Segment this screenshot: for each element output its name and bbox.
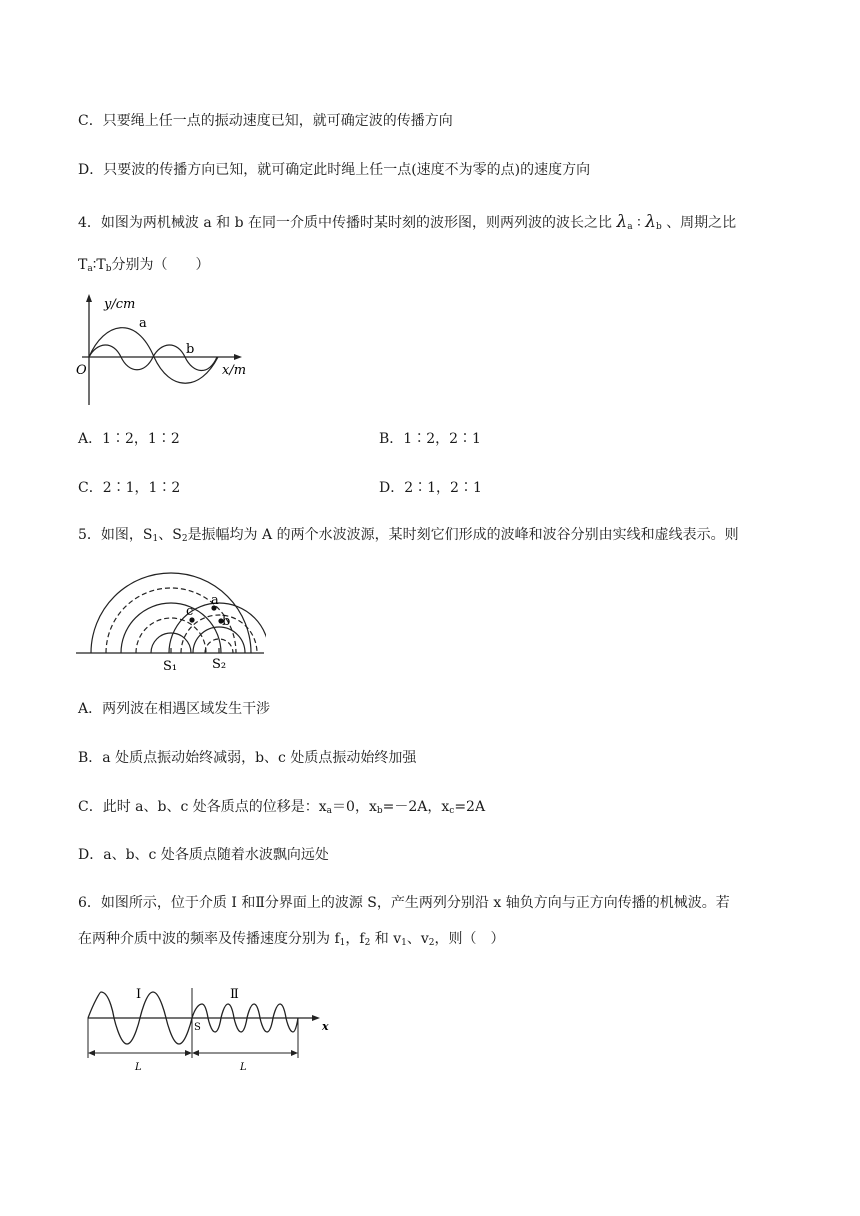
q4-stem-text-end: 、周期之比 xyxy=(666,215,737,231)
q5-stem-post: 是振幅均为 A 的两个水波波源，某时刻它们形成的波峰和波谷分别由实线和虚线表示。则 xyxy=(187,527,739,543)
q4-option-a: A．1∶2，1∶2 xyxy=(78,431,180,447)
s1-sub: 1 xyxy=(152,534,159,544)
q4-option-d: D．2∶1，2∶1 xyxy=(379,480,482,496)
length-2-label: L xyxy=(240,1062,247,1073)
lambda-b-sub: b xyxy=(655,222,662,232)
xa-sub: a xyxy=(326,806,333,816)
period-a-sub: a xyxy=(87,264,93,274)
q5-stem xyxy=(78,525,739,549)
q5-option-d: D．a、b、c 处各质点随着水波飘向远处 xyxy=(78,847,329,863)
q4-stem-line1 xyxy=(78,212,736,237)
source-s2-label: S₂ xyxy=(212,657,227,672)
q5-optc-mid2: =－2A，x xyxy=(382,799,450,815)
period-b-sub: b xyxy=(105,264,112,274)
point-c-label: c xyxy=(186,604,194,619)
xc-sub: c xyxy=(449,806,455,816)
q4-wave-figure xyxy=(70,292,260,407)
q6-stem2-end: ，则（ ） xyxy=(434,931,505,947)
lambda-a-sub: a xyxy=(627,222,633,232)
q6-stem-line2 xyxy=(78,929,505,953)
q5-optc-pre: C．此时 a、b、c 处各质点的位移是：x xyxy=(78,799,327,815)
q5-stem-mid: 、S xyxy=(158,527,182,543)
point-b-label: b xyxy=(222,614,231,629)
q6-media-wave-figure xyxy=(80,978,340,1078)
q4-stem-text: 4．如图为两机械波 a 和 b 在同一介质中传播时某时刻的波形图，则两列波的波长之比 xyxy=(78,215,613,231)
origin-label: O xyxy=(76,363,87,378)
x-axis-label: x/m xyxy=(222,363,247,378)
period-colon: ∶T xyxy=(92,257,106,273)
lambda-a: λ xyxy=(616,212,628,232)
q6-stem2-m3: 、v xyxy=(406,931,429,947)
q4-option-b: B．1∶2，2∶1 xyxy=(379,431,481,447)
source-s-label: S xyxy=(194,1022,201,1033)
f1-sub: 1 xyxy=(339,938,346,948)
q6-stem2-m1: ，f xyxy=(345,931,365,947)
v2-sub: 2 xyxy=(428,938,435,948)
xb-sub: b xyxy=(376,806,383,816)
q4-option-c: C．2∶1，1∶2 xyxy=(78,480,181,496)
q6-stem2-m2: 和 v xyxy=(370,931,402,947)
q5-optc-end: =2A xyxy=(454,799,486,815)
q5-option-b: B．a 处质点振动始终减弱，b、c 处质点振动始终加强 xyxy=(78,750,417,766)
v1-sub: 1 xyxy=(401,938,407,948)
point-a-label: a xyxy=(211,593,219,608)
q5-optc-mid1: ＝0，x xyxy=(332,799,377,815)
q5-option-a: A．两列波在相遇区域发生干涉 xyxy=(78,701,271,717)
medium-2-label: Ⅱ xyxy=(230,987,239,1002)
length-1-label: L xyxy=(135,1062,142,1073)
period-t: T xyxy=(78,257,88,273)
x-axis-label: x xyxy=(322,1020,329,1033)
y-axis-label: y/cm xyxy=(104,297,136,312)
medium-1-label: I xyxy=(136,987,142,1002)
q6-stem-line1: 6．如图所示，位于介质 I 和Ⅱ分界面上的波源 S，产生两列分别沿 x 轴负方向与正方向传播的机械波。若 xyxy=(78,895,730,911)
source-s1-label: S₁ xyxy=(163,659,178,674)
wave-b-label: b xyxy=(186,342,195,357)
f2-sub: 2 xyxy=(364,938,371,948)
ratio-colon: ∶ xyxy=(637,215,641,231)
q3-option-c: C．只要绳上任一点的振动速度已知，就可确定波的传播方向 xyxy=(78,113,453,129)
q5-interference-figure xyxy=(74,560,266,676)
q4-stem-rest: 分别为（ ） xyxy=(111,257,210,273)
q5-stem-pre: 5．如图，S xyxy=(78,527,153,543)
lambda-b: λ xyxy=(645,212,656,232)
q4-stem-line2 xyxy=(78,255,209,279)
s2-sub: 2 xyxy=(181,534,188,544)
q6-stem2-pre: 在两种介质中波的频率及传播速度分别为 f xyxy=(78,931,340,947)
q5-option-c xyxy=(78,797,485,821)
q3-option-d: D．只要波的传播方向已知，就可确定此时绳上任一点(速度不为零的点)的速度方向 xyxy=(78,162,591,178)
wave-a-label: a xyxy=(139,316,147,331)
